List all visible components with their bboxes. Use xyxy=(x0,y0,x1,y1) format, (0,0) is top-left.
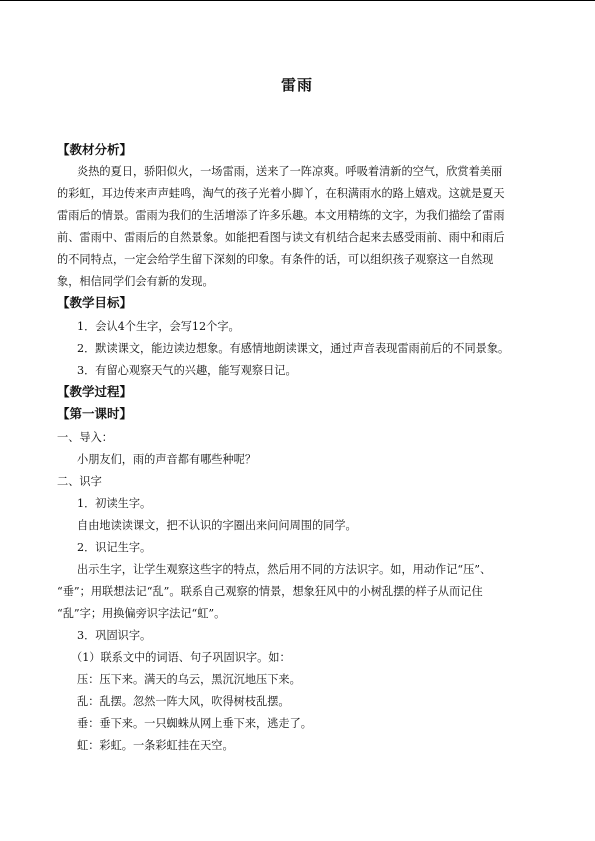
analysis-line: 的不同特点，一定会给学生留下深刻的印象。有条件的话，可以组织孩子观察这一自然现 xyxy=(57,253,494,266)
part1-text: 小朋友们，雨的声音都有哪些种呢？ xyxy=(77,453,257,466)
step2-line: “乱”字；用换偏旁识字法记“虹”。 xyxy=(57,607,226,620)
part2-title: 二、识字 xyxy=(57,475,102,488)
analysis-line: 前、雷雨中、雷雨后的自然景象。如能把看图与读文有机结合起来去感受雨前、雨中和雨后 xyxy=(57,231,505,244)
analysis-heading: 【教材分析】 xyxy=(57,142,133,157)
analysis-line: 炎热的夏日，骄阳似火，一场雷雨，送来了一阵凉爽。呼吸着清新的空气，欣赏着美丽 xyxy=(77,165,503,178)
lesson1-heading: 【第一课时】 xyxy=(57,406,133,421)
goal-item: 1．会认4个生字，会写12个字。 xyxy=(77,320,240,333)
top-rule xyxy=(0,0,595,1)
example-line: 垂：垂下来。一只蜘蛛从网上垂下来，逃走了。 xyxy=(77,717,312,730)
analysis-line: 象，相信同学们会有新的发现。 xyxy=(57,275,214,288)
step2-line: 出示生字，让学生观察这些字的特点，然后用不同的方法识字。如，用动作记“压”、 xyxy=(77,563,492,576)
analysis-line: 雷雨后的情景。雷雨为我们的生活增添了许多乐趣。本文用精练的文字，为我们描绘了雷雨 xyxy=(57,209,505,222)
step3-title: 3．巩固识字。 xyxy=(77,629,152,642)
step1-title: 1．初读生字。 xyxy=(77,497,152,510)
step3-sub: （1）联系文中的词语、句子巩固识字。如： xyxy=(71,651,291,664)
goals-heading: 【教学目标】 xyxy=(57,295,133,310)
example-line: 虹：彩虹。一条彩虹挂在天空。 xyxy=(77,739,234,752)
step2-title: 2．识记生字。 xyxy=(77,541,152,554)
part1-title: 一、导入： xyxy=(57,431,113,444)
process-heading: 【教学过程】 xyxy=(57,384,133,399)
goal-item: 3．有留心观察天气的兴趣，能写观察日记。 xyxy=(77,364,297,377)
page-title: 雷雨 xyxy=(280,76,313,94)
example-line: 乱：乱摆。忽然一阵大风，吹得树枝乱摆。 xyxy=(77,695,290,708)
goal-item: 2．默读课文，能边读边想象。有感情地朗读课文，通过声音表现雷雨前后的不同景象。 xyxy=(77,342,510,355)
analysis-line: 的彩虹，耳边传来声声蛙鸣，淘气的孩子光着小脚丫，在积满雨水的路上嬉戏。这就是夏天 xyxy=(57,187,505,200)
step1-text: 自由地读读课文，把不认识的字圈出来问问周围的同学。 xyxy=(77,519,357,532)
example-line: 压：压下来。满天的乌云，黑沉沉地压下来。 xyxy=(77,673,301,686)
step2-line: “垂”；用联想法记“乱”。联系自己观察的情景，想象狂风中的小树乱摆的样子从而记住 xyxy=(57,585,483,598)
